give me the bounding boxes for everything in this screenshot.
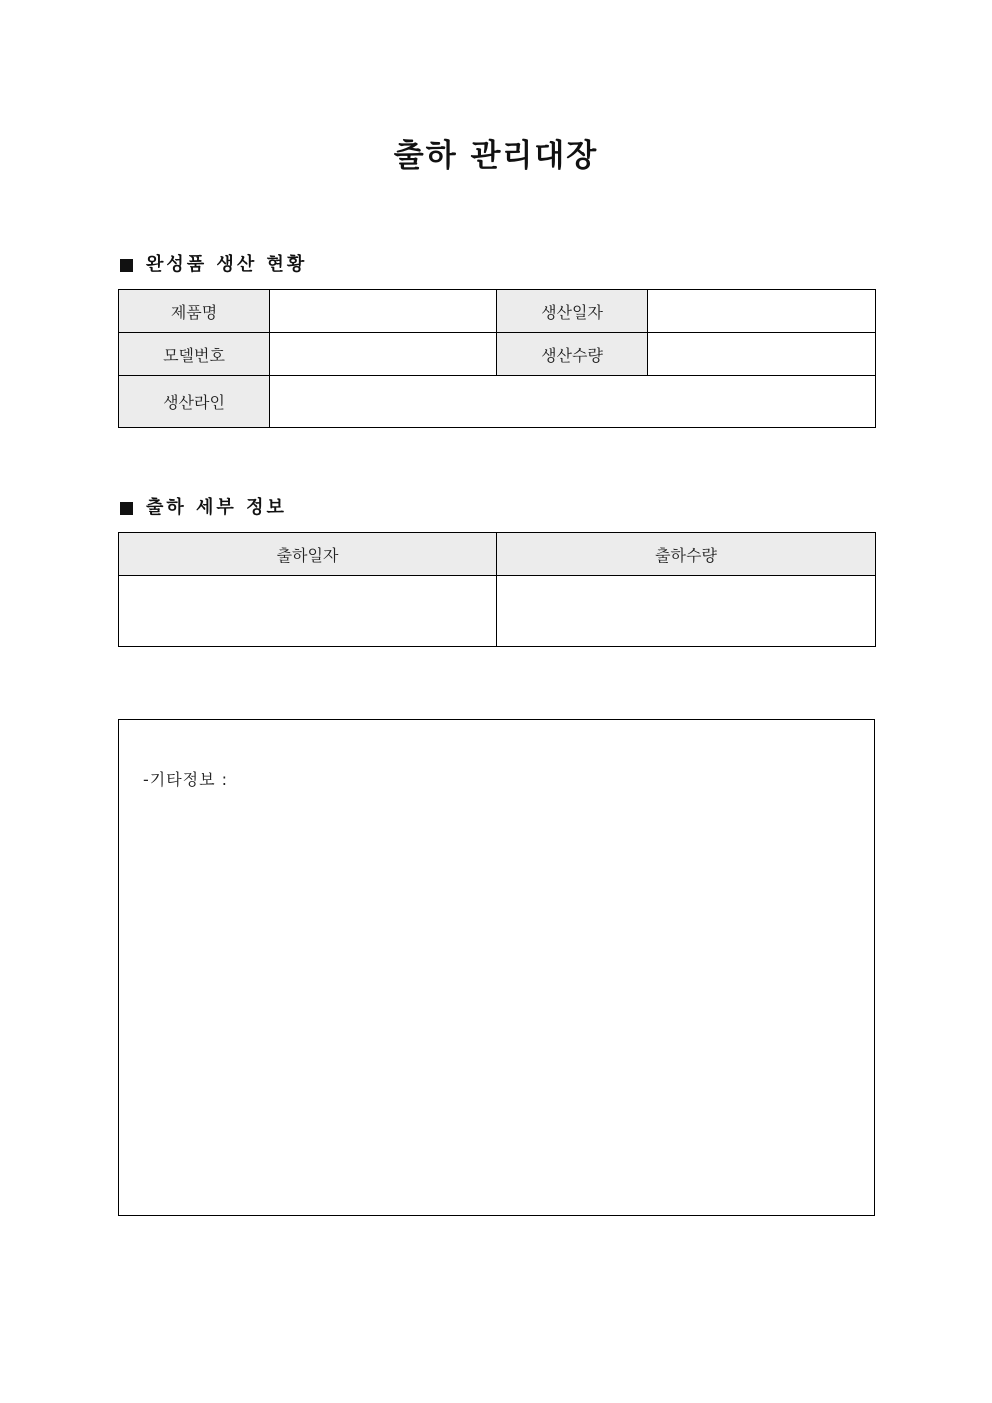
production-status-table	[118, 289, 876, 428]
production-quantity-field[interactable]	[648, 333, 876, 376]
other-info-label: -기타정보 :	[143, 770, 229, 789]
production-date-field[interactable]	[648, 290, 876, 333]
shipment-heading-text: 출하 세부 정보	[146, 497, 287, 518]
page-title: 출하 관리대장	[393, 138, 599, 174]
shipment-date-field[interactable]	[119, 576, 497, 647]
production-quantity-label: 생산수량	[497, 333, 648, 376]
shipment-details-table	[118, 532, 876, 647]
production-date-label: 생산일자	[497, 290, 648, 333]
production-line-label: 생산라인	[119, 376, 270, 428]
model-number-field[interactable]	[270, 333, 497, 376]
square-bullet-icon	[120, 502, 133, 515]
table-row	[119, 576, 876, 647]
production-heading-text: 완성품 생산 현황	[146, 254, 308, 275]
shipment-section-heading	[119, 496, 287, 520]
shipment-date-header: 출하일자	[119, 533, 497, 576]
other-info-box[interactable]	[118, 719, 875, 1216]
square-bullet-icon	[120, 259, 133, 272]
shipment-quantity-header: 출하수량	[497, 533, 876, 576]
production-section-heading	[119, 253, 307, 277]
production-line-field[interactable]	[270, 376, 876, 428]
product-name-label: 제품명	[119, 290, 270, 333]
product-name-field[interactable]	[270, 290, 497, 333]
shipment-quantity-field[interactable]	[497, 576, 876, 647]
model-number-label: 모델번호	[119, 333, 270, 376]
